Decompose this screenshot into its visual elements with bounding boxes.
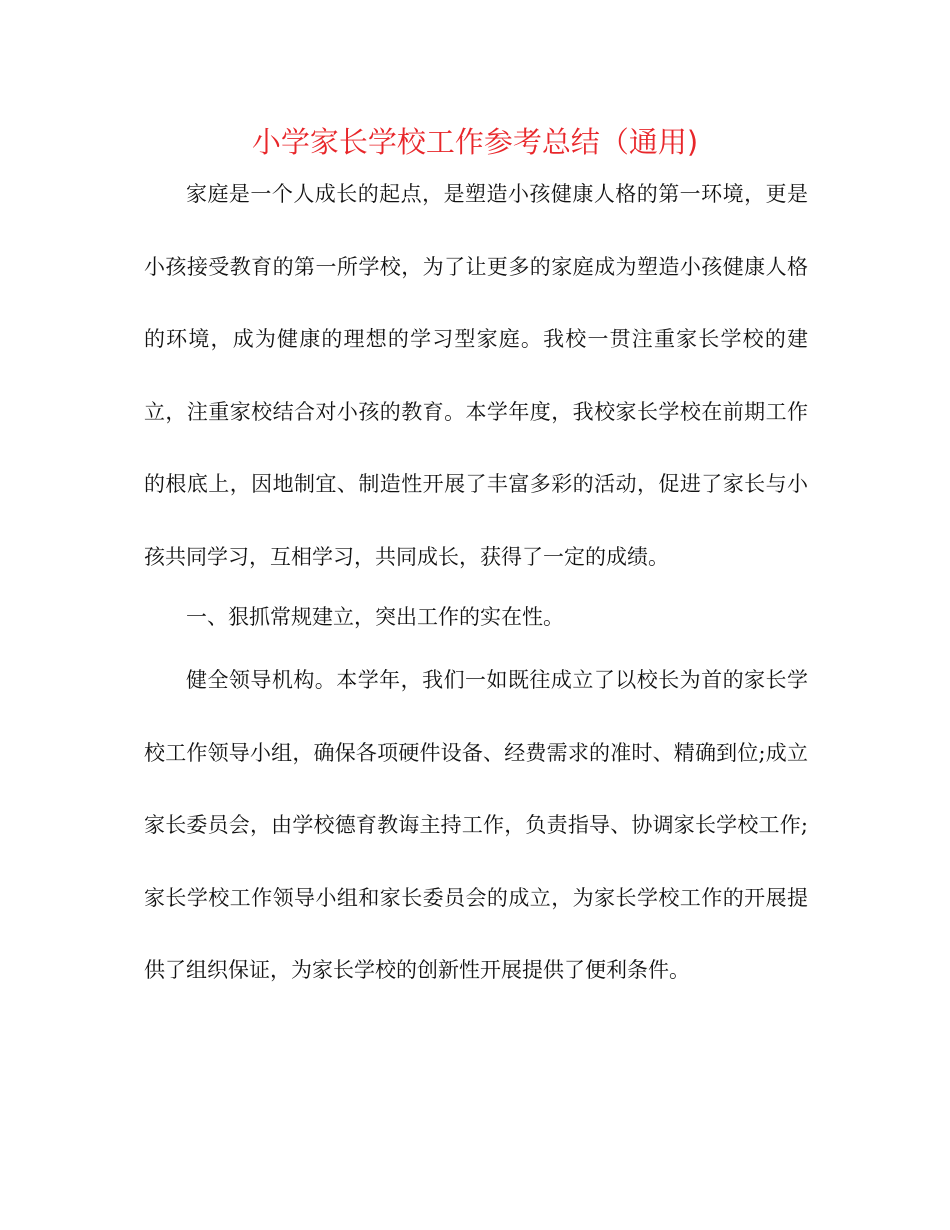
paragraph-leadership	[144, 644, 808, 1007]
section-heading-1	[144, 585, 808, 649]
paragraph-text: 健全领导机构。本学年，我们一如既往成立了以校长为首的家长学校工作领导小组，确保各项硬件设备、经费需求的准时、精确到位;成立家长委员会，由学校德育教诲主持工作，负责指导、协调家长学校工作;家长学校工作领导小组和家长委员会的成立，为家长学校工作的开展提供了组织保证，为家长学校的创新性开展提供了便利条件。	[144, 668, 808, 982]
section-heading-text: 一、狠抓常规建立，突出工作的实在性。	[186, 605, 564, 629]
page-title: 小学家长学校工作参考总结（通用)	[251, 125, 699, 159]
paragraph-intro	[144, 158, 808, 593]
paragraph-text: 家庭是一个人成长的起点，是塑造小孩健康人格的第一环境，更是小孩接受教育的第一所学校，为了让更多的家庭成为塑造小孩健康人格的环境，成为健康的理想的学习型家庭。我校一贯注重家长学校的建立，注重家校结合对小孩的教育。本学年度，我校家长学校在前期工作的根底上，因地制宜、制造性开展了丰富多彩的活动，促进了家长与小孩共同学习，互相学习，共同成长，获得了一定的成绩。	[144, 182, 808, 569]
